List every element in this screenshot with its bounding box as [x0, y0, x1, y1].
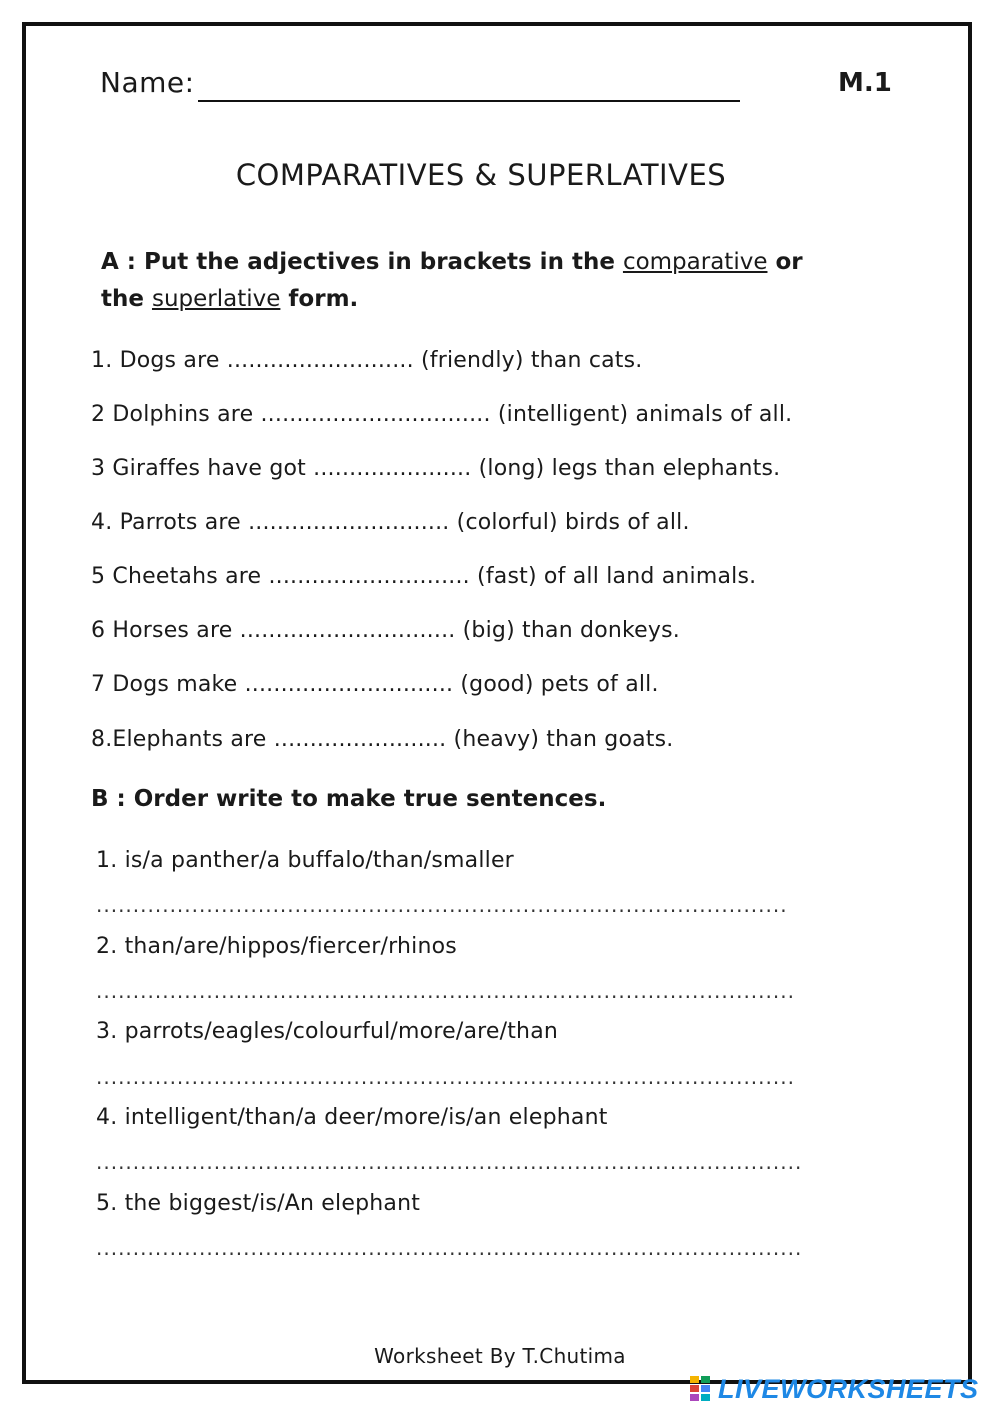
section-b-instruction: B : Order write to make true sentences.: [91, 786, 607, 812]
section-a-item-7[interactable]: 7 Dogs make ............................. (good) pets of all.: [91, 672, 659, 697]
liveworksheets-wordmark: LIVEWORKSHEETS: [718, 1374, 979, 1404]
worksheet-title: COMPARATIVES & SUPERLATIVES: [235, 158, 727, 192]
worksheet-border: [22, 22, 972, 1384]
name-label: Name:: [100, 66, 195, 99]
section-b-answer-5[interactable]: ................................................................................................: [96, 1236, 803, 1260]
section-a-item-6[interactable]: 6 Horses are .............................. (big) than donkeys.: [91, 618, 680, 643]
section-a-item-3[interactable]: 3 Giraffes have got ...................... (long) legs than elephants.: [91, 456, 781, 481]
section-a-item-1[interactable]: 1. Dogs are .......................... (friendly) than cats.: [91, 348, 643, 373]
section-b-prompt-4: 4. intelligent/than/a deer/more/is/an elephant: [96, 1105, 608, 1130]
section-b-answer-2[interactable]: ...............................................................................................: [96, 979, 795, 1003]
superlative-term: superlative: [151, 286, 281, 312]
section-b-prompt-1: 1. is/a panther/a buffalo/than/smaller: [96, 848, 514, 873]
comparative-term: comparative: [622, 249, 768, 275]
section-a-item-4[interactable]: 4. Parrots are ............................ (colorful) birds of all.: [91, 510, 690, 535]
section-b-answer-3[interactable]: ...............................................................................................: [96, 1065, 795, 1089]
section-b-prompt-3: 3. parrots/eagles/colourful/more/are/than: [96, 1019, 559, 1044]
section-a-item-8[interactable]: 8.Elephants are ........................ (heavy) than goats.: [91, 727, 674, 752]
section-b-prompt-2: 2. than/are/hippos/fiercer/rhinos: [96, 934, 457, 959]
section-b-answer-1[interactable]: ..............................................................................................: [96, 893, 788, 917]
section-b-answer-4[interactable]: ................................................................................................: [96, 1150, 803, 1174]
section-a-instruction-line2: the superlative form.: [101, 286, 359, 312]
section-b-prompt-5: 5. the biggest/is/An elephant: [96, 1191, 421, 1216]
liveworksheets-logo-icon: [690, 1376, 712, 1402]
section-a-item-5[interactable]: 5 Cheetahs are ............................ (fast) of all land animals.: [91, 564, 757, 589]
section-a-item-2[interactable]: 2 Dolphins are ................................ (intelligent) animals of all.: [91, 402, 793, 427]
name-input-line[interactable]: [198, 100, 740, 102]
section-a-instruction-line1: A : Put the adjectives in brackets in the comparative or: [101, 249, 803, 275]
liveworksheets-brand[interactable]: [690, 1372, 990, 1406]
worksheet-credit: Worksheet By T.Chutima: [374, 1344, 626, 1368]
grade-level: M.1: [838, 68, 892, 98]
